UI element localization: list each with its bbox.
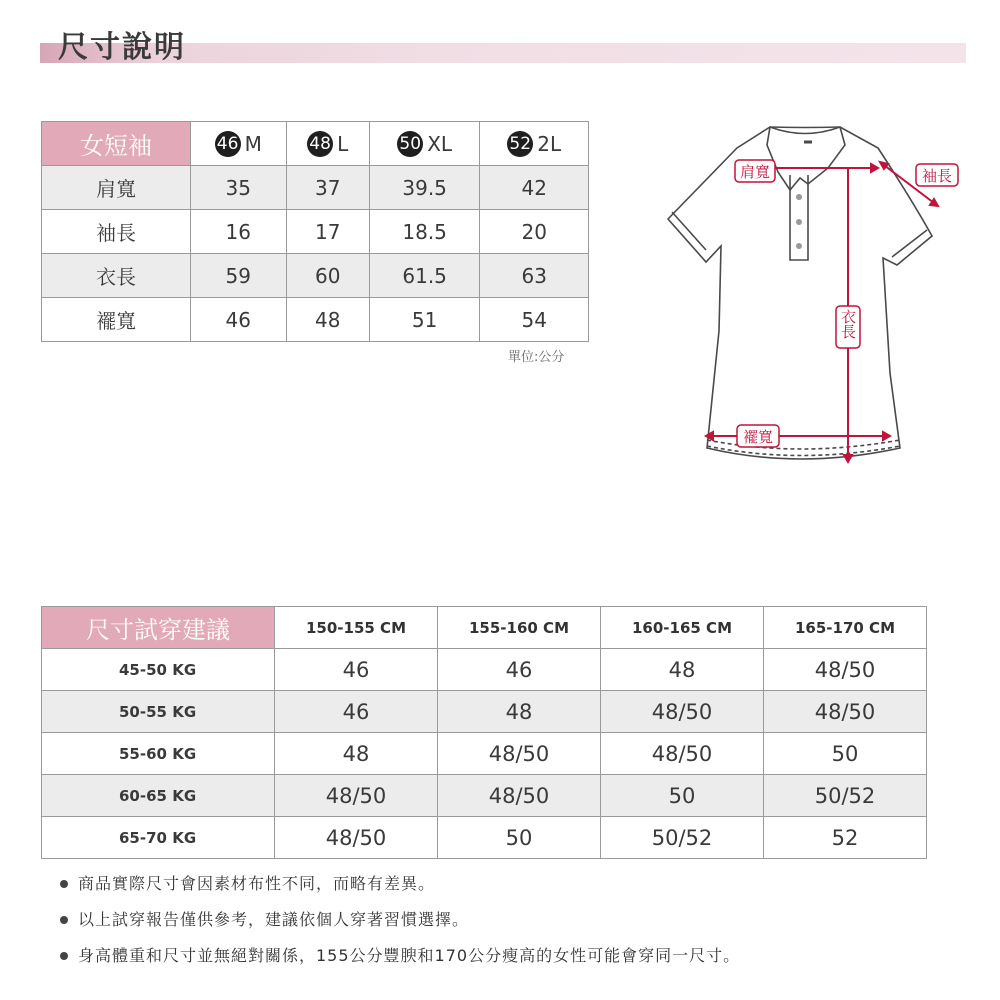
table-row bbox=[42, 254, 589, 298]
hem-label: 襬寬 bbox=[742, 428, 774, 446]
table-cell: 48/50 bbox=[275, 775, 438, 817]
notes-list bbox=[60, 866, 740, 974]
measure-labels bbox=[735, 160, 958, 447]
table-cell: 48/50 bbox=[601, 733, 764, 775]
weight-label: 50-55 KG bbox=[42, 691, 275, 733]
table-cell: 50 bbox=[764, 733, 927, 775]
height-header: 160-165 CM bbox=[601, 607, 764, 649]
table-row bbox=[42, 817, 927, 859]
table-cell: 52 bbox=[764, 817, 927, 859]
weight-label: 45-50 KG bbox=[42, 649, 275, 691]
table-cell: 46 bbox=[275, 649, 438, 691]
size-number-badge: 52 bbox=[507, 131, 533, 157]
size-header-2l bbox=[480, 122, 589, 166]
measure-lines bbox=[706, 162, 938, 462]
height-header: 155-160 CM bbox=[438, 607, 601, 649]
table-cell: 42 bbox=[480, 166, 589, 210]
table-cell: 39.5 bbox=[369, 166, 479, 210]
shirt-outline bbox=[668, 127, 932, 459]
fit-table-corner: 尺寸試穿建議 bbox=[42, 607, 275, 649]
table-cell: 48/50 bbox=[275, 817, 438, 859]
table-row bbox=[42, 775, 927, 817]
table-cell: 48/50 bbox=[438, 775, 601, 817]
table-row bbox=[42, 691, 927, 733]
table-cell: 59 bbox=[191, 254, 287, 298]
table-row bbox=[42, 649, 927, 691]
table-cell: 50 bbox=[601, 775, 764, 817]
weight-label: 60-65 KG bbox=[42, 775, 275, 817]
size-number-badge: 50 bbox=[397, 131, 423, 157]
table-cell: 48 bbox=[275, 733, 438, 775]
table-row bbox=[42, 210, 589, 254]
table-cell: 18.5 bbox=[369, 210, 479, 254]
size-number-badge: 46 bbox=[215, 131, 241, 157]
sleeve-label: 袖長 bbox=[921, 167, 953, 185]
size-number-badge: 48 bbox=[307, 131, 333, 157]
table-cell: 63 bbox=[480, 254, 589, 298]
fit-table bbox=[41, 606, 927, 859]
table-cell: 50/52 bbox=[764, 775, 927, 817]
size-label: L bbox=[337, 131, 349, 156]
table-row bbox=[42, 166, 589, 210]
table-cell: 48 bbox=[601, 649, 764, 691]
row-label: 袖長 bbox=[42, 210, 191, 254]
size-header-xl bbox=[369, 122, 479, 166]
table-cell: 51 bbox=[369, 298, 479, 342]
table-cell: 17 bbox=[286, 210, 369, 254]
unit-note: 單位:公分 bbox=[508, 350, 565, 365]
table-cell: 46 bbox=[438, 649, 601, 691]
table-cell: 46 bbox=[275, 691, 438, 733]
table-row bbox=[42, 733, 927, 775]
size-label: 2L bbox=[537, 131, 562, 156]
table-cell: 37 bbox=[286, 166, 369, 210]
size-table bbox=[41, 121, 589, 342]
weight-label: 55-60 KG bbox=[42, 733, 275, 775]
note-item: 商品實際尺寸會因素材布性不同，而略有差異。 bbox=[60, 866, 740, 902]
length-label: 衣長 bbox=[839, 309, 857, 339]
height-header: 165-170 CM bbox=[764, 607, 927, 649]
page-title: 尺寸說明 bbox=[58, 30, 186, 65]
table-cell: 54 bbox=[480, 298, 589, 342]
height-header: 150-155 CM bbox=[275, 607, 438, 649]
table-cell: 48/50 bbox=[438, 733, 601, 775]
table-cell: 48/50 bbox=[764, 649, 927, 691]
size-header-m bbox=[191, 122, 287, 166]
polo-shirt-diagram bbox=[660, 110, 970, 480]
table-cell: 48/50 bbox=[764, 691, 927, 733]
table-cell: 16 bbox=[191, 210, 287, 254]
table-cell: 20 bbox=[480, 210, 589, 254]
table-cell: 46 bbox=[191, 298, 287, 342]
shoulder-label: 肩寬 bbox=[739, 163, 771, 181]
note-item: 身高體重和尺寸並無絕對關係，155公分豐腴和170公分瘦高的女性可能會穿同一尺寸。 bbox=[60, 938, 740, 974]
row-label: 衣長 bbox=[42, 254, 191, 298]
table-cell: 50 bbox=[438, 817, 601, 859]
size-table-corner: 女短袖 bbox=[42, 122, 191, 166]
table-cell: 50/52 bbox=[601, 817, 764, 859]
table-cell: 48 bbox=[286, 298, 369, 342]
table-row bbox=[42, 298, 589, 342]
size-label: M bbox=[244, 131, 262, 156]
table-cell: 48 bbox=[438, 691, 601, 733]
note-item: 以上試穿報告僅供參考，建議依個人穿著習慣選擇。 bbox=[60, 902, 740, 938]
row-label: 襬寬 bbox=[42, 298, 191, 342]
row-label: 肩寬 bbox=[42, 166, 191, 210]
table-cell: 61.5 bbox=[369, 254, 479, 298]
table-cell: 60 bbox=[286, 254, 369, 298]
table-cell: 35 bbox=[191, 166, 287, 210]
weight-label: 65-70 KG bbox=[42, 817, 275, 859]
size-header-l bbox=[286, 122, 369, 166]
table-cell: 48/50 bbox=[601, 691, 764, 733]
size-label: XL bbox=[427, 131, 453, 156]
shirt-buttons bbox=[796, 194, 802, 249]
